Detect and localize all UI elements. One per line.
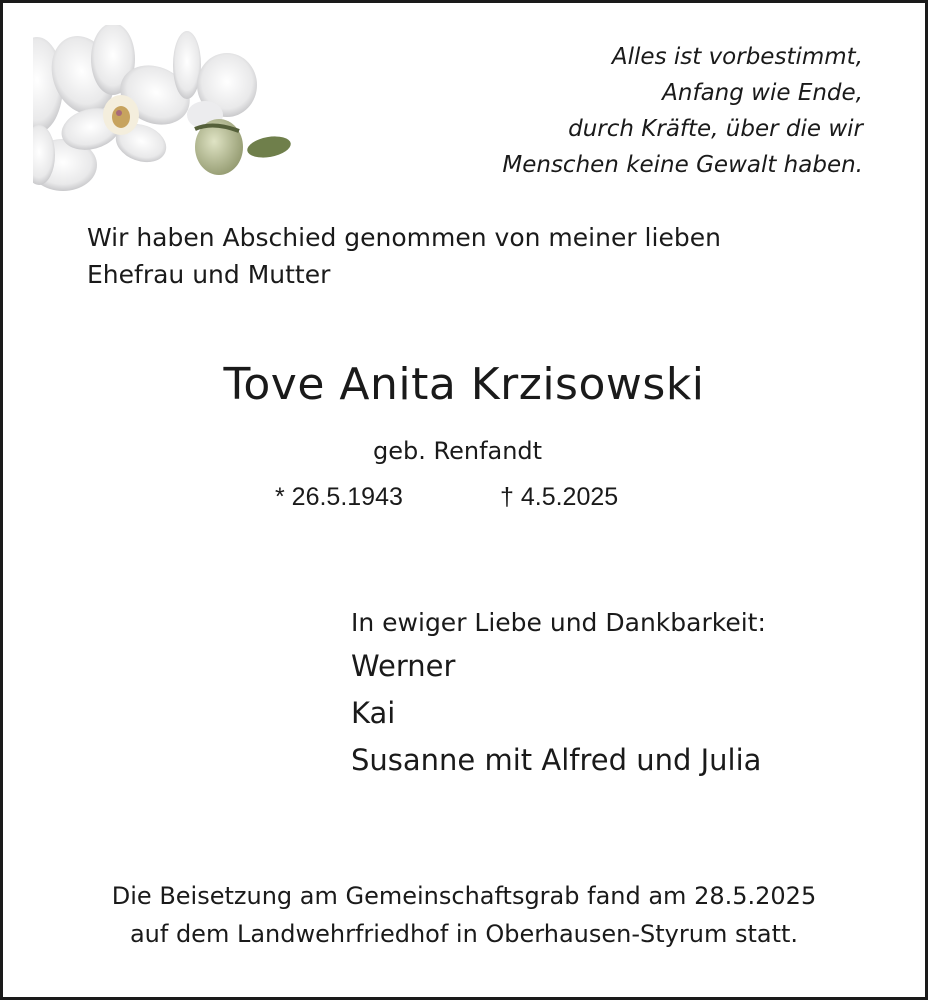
mourner-name: Kai: [351, 696, 396, 730]
quote-line: Anfang wie Ende,: [662, 80, 863, 106]
burial-notice: [3, 877, 925, 953]
mourner-name: Werner: [351, 649, 456, 683]
mourners-block: [351, 603, 766, 784]
birth-date: * 26.5.1943: [275, 483, 403, 511]
burial-line: auf dem Landwehrfriedhof in Oberhausen-Styrum statt.: [129, 920, 799, 948]
memorial-quote: [502, 39, 863, 183]
quote-line: durch Kräfte, über die wir: [568, 116, 863, 142]
intro-text: [87, 219, 721, 293]
quote-line: Alles ist vorbestimmt,: [611, 44, 863, 70]
quote-line: Menschen keine Gewalt haben.: [502, 152, 863, 178]
maiden-name: geb. Renfandt: [373, 437, 543, 465]
death-date: † 4.5.2025: [500, 483, 619, 511]
mourner-name: Susanne mit Alfred und Julia: [351, 743, 762, 777]
intro-line: Wir haben Abschied genommen von meiner lieben: [87, 223, 721, 252]
intro-line: Ehefrau und Mutter: [87, 260, 331, 289]
orchid-flower-icon: [33, 25, 293, 197]
deceased-name: Tove Anita Krzisowski: [223, 359, 705, 410]
burial-line: Die Beisetzung am Gemeinschaftsgrab fand am 28.5.2025: [111, 882, 817, 910]
mourners-lead: In ewiger Liebe und Dankbarkeit:: [351, 608, 766, 637]
